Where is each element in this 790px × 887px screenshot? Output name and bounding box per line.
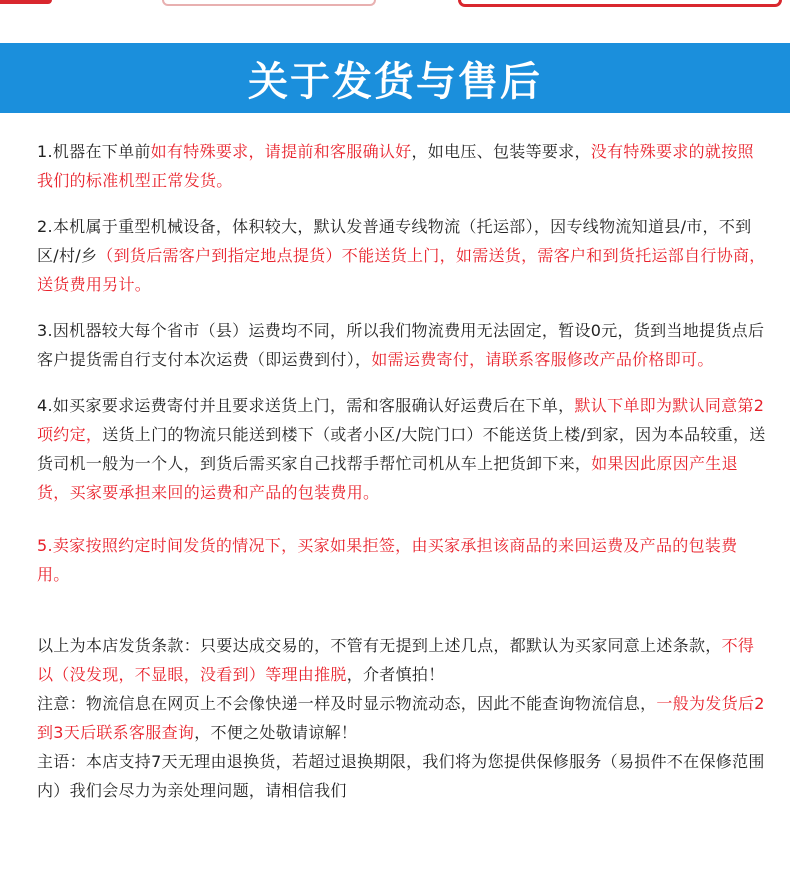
tab-left-edge bbox=[0, 0, 52, 4]
text-segment: 1.机器在下单前 bbox=[37, 142, 151, 161]
tab-right-edge bbox=[458, 0, 782, 7]
text-segment: 4.如买家要求运费寄付并且要求送货上门，需和客服确认好运费后在下单， bbox=[37, 396, 575, 415]
highlight-segment: （到货后需客户到指定地点提货）不能送货上门，如需送货，需客户和到货托运部自行协商，送货费用另计。 bbox=[37, 246, 766, 294]
policy-section bbox=[37, 531, 767, 589]
highlight-segment: 一般为发货后2到3天后联系客服查询 bbox=[37, 694, 765, 742]
policy-section bbox=[37, 212, 767, 299]
text-segment: ，不便之处敬请谅解！ bbox=[194, 723, 358, 742]
policy-content bbox=[37, 137, 767, 805]
header-banner bbox=[0, 43, 790, 113]
text-segment: ，介者慎拍！ bbox=[346, 665, 445, 684]
top-tab-strip bbox=[0, 0, 790, 10]
text-segment: 送货上门的物流只能送到楼下（或者小区/大院门口）不能送货上楼/到家，因为本品较重，送货司机一般为一个人，到货后需买家自己找帮手帮忙司机从车上把货卸下来， bbox=[37, 425, 766, 473]
highlight-segment: 5.卖家按照约定时间发货的情况下，买家如果拒签，由买家承担该商品的来回运费及产品的包装费用。 bbox=[37, 536, 738, 584]
terms-note bbox=[37, 631, 767, 689]
text-segment: ，如电压、包装等要求， bbox=[411, 142, 591, 161]
highlight-segment: 如有特殊要求，请提前和客服确认好 bbox=[150, 142, 412, 161]
text-segment: 以上为本店发货条款：只要达成交易的，不管有无提到上述几点，都默认为买家同意上述条款， bbox=[37, 636, 722, 655]
warranty-note bbox=[37, 747, 767, 805]
text-segment: 3.因机器较大每个省市（县）运费均不同，所以我们物流费用无法固定，暂设0元，货到当地提货点后客户提货需自行支付本次运费（即运费到付）， bbox=[37, 321, 765, 369]
banner-title: 关于发货与售后 bbox=[248, 58, 542, 105]
tab-middle-edge bbox=[162, 0, 376, 6]
policy-section bbox=[37, 391, 767, 507]
text-segment: 2.本机属于重型机械设备，体积较大，默认发普通专线物流（托运部），因专线物流知道县/市，不到区/村/乡 bbox=[37, 217, 752, 265]
highlight-segment: 如需运费寄付，请联系客服修改产品价格即可。 bbox=[371, 350, 714, 369]
policy-section bbox=[37, 137, 767, 195]
logistics-note bbox=[37, 689, 767, 747]
policy-section bbox=[37, 316, 767, 374]
highlight-segment: 如果因此原因产生退货，买家要承担来回的运费和产品的包装费用。 bbox=[37, 454, 738, 502]
text-segment: 注意：物流信息在网页上不会像快递一样及时显示物流动态，因此不能查询物流信息， bbox=[37, 694, 657, 713]
highlight-segment: 没有特殊要求的就按照我们的标准机型正常发货。 bbox=[37, 142, 754, 190]
highlight-segment: 默认下单即为默认同意第2项约定， bbox=[37, 396, 765, 444]
highlight-segment: 不得以（没发现，不显眼，没看到）等理由推脱 bbox=[37, 636, 755, 684]
text-segment: 主语：本店支持7天无理由退换货，若超过退换期限，我们将为您提供保修服务（易损件不在保修范围内）我们会尽力为亲处理问题，请相信我们 bbox=[37, 752, 765, 800]
